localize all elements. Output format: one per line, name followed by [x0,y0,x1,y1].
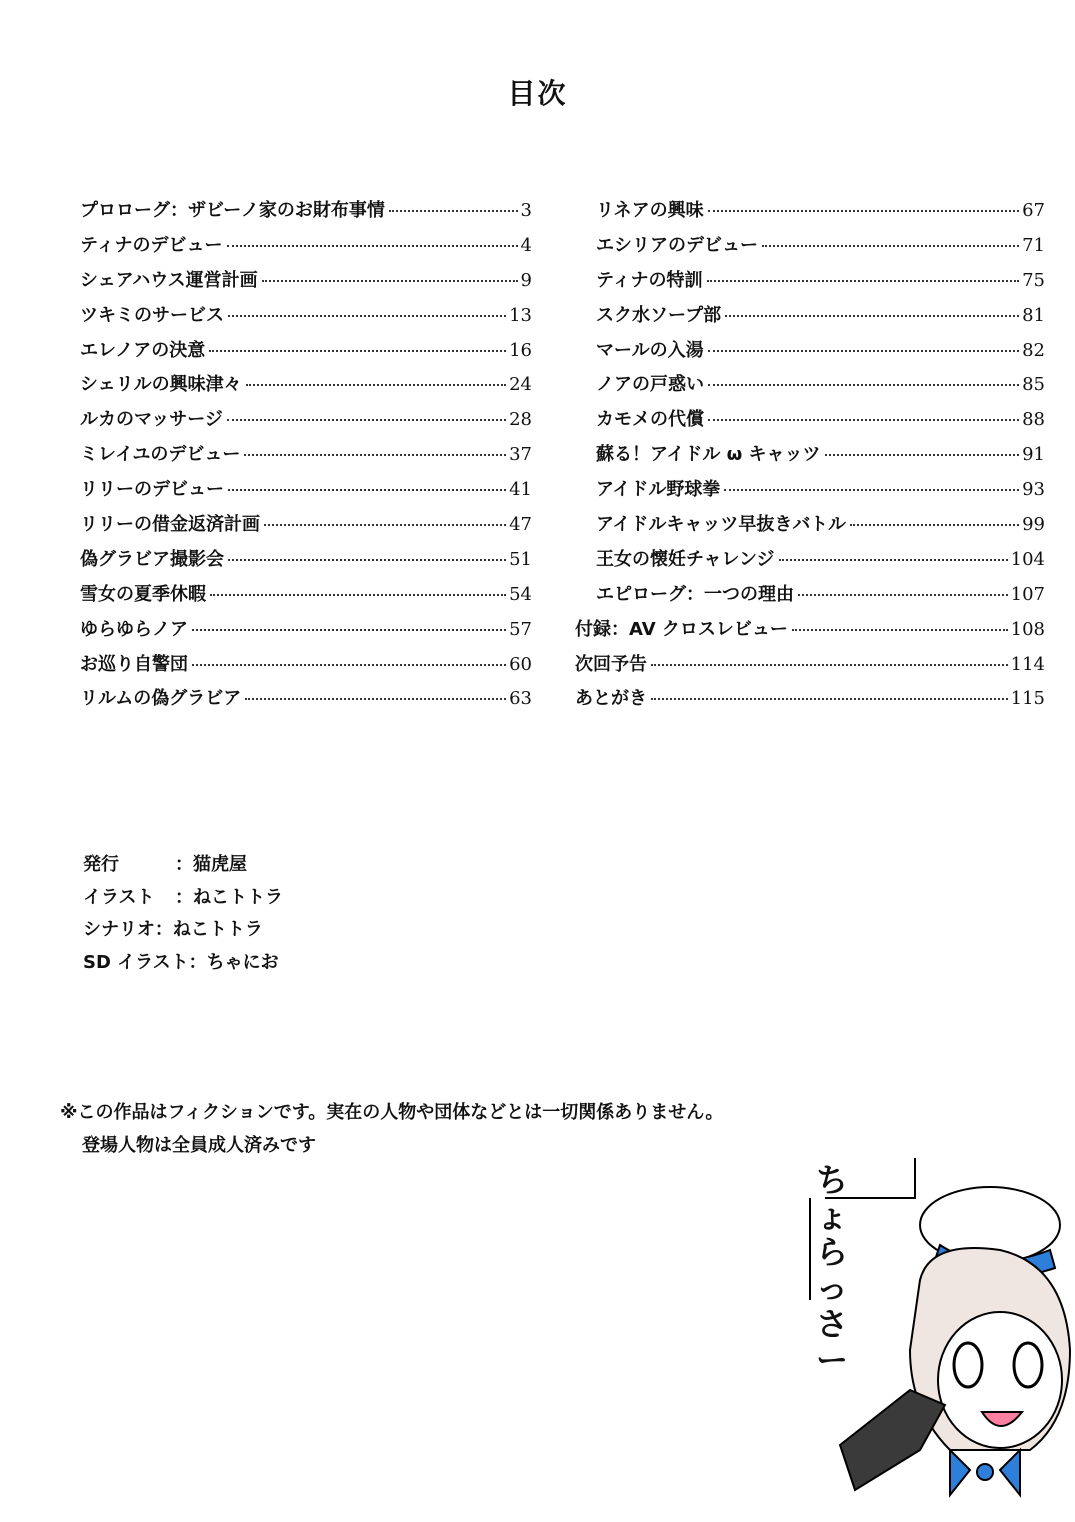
toc-entry-page: 51 [509,548,532,570]
toc-leader-dots [724,489,1019,491]
toc-entry[interactable] [575,684,1045,719]
toc-leader-dots [708,419,1019,421]
toc-entry-page: 108 [1010,618,1045,640]
credit-value: ：猫虎屋 [175,854,247,875]
toc-entry-page: 47 [509,514,532,536]
toc-entry[interactable] [80,650,532,685]
toc-entry[interactable] [575,545,1045,580]
toc-entry-title: ティナのデビュー [80,234,223,256]
toc-entry-title: プロローグ：ザビーノ家のお財布事情 [80,200,385,221]
toc-entry-page: 4 [520,234,532,256]
notice-line-2: 登場人物は全員成人済みです [82,1135,316,1156]
credit-label: 発行 [83,854,119,875]
toc-entry-page: 41 [509,479,532,501]
toc-leader-dots [707,280,1020,282]
toc-leader-dots [708,384,1019,386]
toc-entry-page: 37 [509,444,532,466]
toc-entry-title: エピローグ：一つの理由 [596,583,794,605]
toc-entry[interactable] [80,440,532,475]
toc-entry[interactable] [80,545,532,580]
toc-entry-page: 93 [1022,479,1045,501]
credit-value: ：ちゃにお [188,951,279,973]
toc-entry[interactable] [80,231,532,266]
credit-value: ：ねこトトラ [175,886,283,908]
toc-entry-page: 71 [1022,234,1045,256]
toc-entry[interactable] [575,510,1045,545]
toc-entry[interactable] [575,405,1045,440]
toc-entry[interactable] [575,370,1045,405]
toc-entry-title: リネアの興味 [596,200,704,221]
credit-row [83,850,283,883]
toc-leader-dots [708,350,1019,352]
toc-entry-page: 91 [1022,444,1045,466]
toc-entry-page: 107 [1010,583,1045,605]
toc-entry-title: ティナの特訓 [596,269,703,291]
toc-leader-dots [228,315,506,317]
toc-entry[interactable] [80,475,532,510]
toc-right-column [575,196,1045,719]
toc-leader-dots [651,698,1008,700]
credit-label: イラスト [83,886,155,908]
toc-entry-title: マールの入湯 [596,339,704,361]
toc-leader-dots [725,315,1019,317]
toc-leader-dots [192,629,506,631]
toc-entry[interactable] [575,580,1045,615]
toc-entry-title: 偽グラビア撮影会 [80,548,224,570]
toc-leader-dots [245,698,506,700]
toc-entry[interactable] [575,615,1045,650]
toc-entry[interactable] [575,336,1045,371]
speech-text: ちょらっさー [816,1161,849,1379]
toc-leader-dots [246,384,506,386]
toc-entry-page: 3 [520,200,532,221]
toc-entry-title: アイドルキャッツ早抜きバトル [596,514,847,536]
toc-entry-title: リリーの借金返済計画 [80,514,260,536]
toc-entry[interactable] [575,266,1045,301]
toc-entry-page: 82 [1022,339,1045,361]
credit-row [83,915,283,948]
credit-label: SD イラスト [83,951,189,973]
toc-entry-title: リリーのデビュー [80,479,224,501]
toc-entry-page: 75 [1022,269,1045,291]
toc-entry[interactable] [80,336,532,371]
toc-entry[interactable] [575,475,1045,510]
toc-entry-title: ノアの戸惑い [596,374,704,396]
toc-entry-title: ミレイユのデビュー [80,444,241,466]
toc-entry-title: ルカのマッサージ [80,409,223,431]
credit-label: シナリオ [83,919,155,940]
toc-entry-page: 54 [509,583,532,605]
toc-entry-page: 99 [1022,514,1045,536]
toc-leader-dots [762,245,1019,247]
toc-entry-page: 88 [1022,409,1045,431]
toc-entry-title: あとがき [575,688,647,710]
toc-entry-page: 115 [1010,688,1045,710]
toc-leader-dots [209,350,506,352]
toc-leader-dots [210,594,506,596]
toc-leader-dots [228,489,506,491]
toc-entry[interactable] [575,196,1045,231]
fiction-notice [60,1096,723,1162]
toc-entry-page: 24 [509,374,532,396]
toc-entry[interactable] [80,370,532,405]
toc-leader-dots [708,210,1019,212]
toc-entry[interactable] [575,301,1045,336]
toc-leader-dots [850,524,1019,526]
toc-entry-page: 9 [520,269,532,291]
page-title: 目次 [507,77,568,110]
toc-entry[interactable] [80,196,532,231]
toc-leader-dots [779,559,1008,561]
toc-entry-title: エシリアのデビュー [596,234,758,256]
toc-entry-page: 28 [509,409,532,431]
toc-entry-title: ゆらゆらノア [80,618,188,640]
toc-entry-title: シェアハウス運営計画 [80,269,258,291]
toc-entry-title: エレノアの決意 [80,339,206,361]
toc-entry-title: ツキミのサービス [80,304,224,326]
toc-entry-page: 81 [1022,304,1045,326]
toc-entry-page: 16 [509,339,532,361]
toc-entry-title: 王女の懐妊チャレンジ [596,548,775,570]
toc-entry-title: スク水ソープ部 [596,304,722,326]
toc-entry[interactable] [80,266,532,301]
toc-entry-title: リルムの偽グラビア [80,688,242,710]
toc-leader-dots [825,454,1020,456]
toc-entry-page: 57 [509,618,532,640]
toc-entry-page: 13 [509,304,532,326]
toc-entry-title: カモメの代償 [596,409,704,431]
toc-leader-dots [244,454,506,456]
toc-entry[interactable] [80,510,532,545]
toc-entry-title: お巡り自警団 [80,653,188,675]
toc-entry[interactable] [80,615,532,650]
toc-entry[interactable] [575,231,1045,266]
credit-row [83,883,283,916]
toc-leader-dots [227,419,506,421]
toc-entry[interactable] [575,440,1045,475]
toc-leader-dots [264,524,506,526]
toc-entry-title: 次回予告 [575,653,647,675]
toc-entry-title: アイドル野球拳 [596,479,721,501]
toc-entry-page: 60 [509,653,532,675]
toc-entry-title: 付録：AV クロスレビュー [575,618,788,640]
chibi-character-illustration [800,1150,1075,1518]
toc-leader-dots [227,245,518,247]
toc-leader-dots [651,664,1008,666]
toc-leader-dots [192,664,506,666]
toc-left-column [80,196,532,719]
credits-block [83,850,283,980]
credit-row [83,948,283,981]
toc-entry-title: シェリルの興味津々 [80,374,242,396]
toc-leader-dots [228,559,506,561]
notice-line-1: ※この作品はフィクションです。実在の人物や団体などとは一切関係ありません。 [60,1102,724,1123]
toc-entry[interactable] [80,405,532,440]
toc-entry-page: 114 [1010,653,1045,675]
toc-leader-dots [792,629,1008,631]
toc-entry[interactable] [575,650,1045,685]
toc-leader-dots [798,594,1008,596]
toc-entry[interactable] [80,684,532,719]
credit-value: ：ねこトトラ [154,919,263,940]
toc-entry[interactable] [80,301,532,336]
toc-entry-page: 67 [1022,200,1045,221]
toc-leader-dots [262,280,518,282]
toc-entry-page: 85 [1022,374,1045,396]
toc-entry[interactable] [80,580,532,615]
toc-entry-page: 63 [509,688,532,710]
toc-entry-title: 雪女の夏季休暇 [80,583,206,605]
toc-entry-title: 蘇る！アイドル ω キャッツ [596,444,821,466]
toc-entry-page: 104 [1010,548,1045,570]
toc-leader-dots [389,210,518,212]
